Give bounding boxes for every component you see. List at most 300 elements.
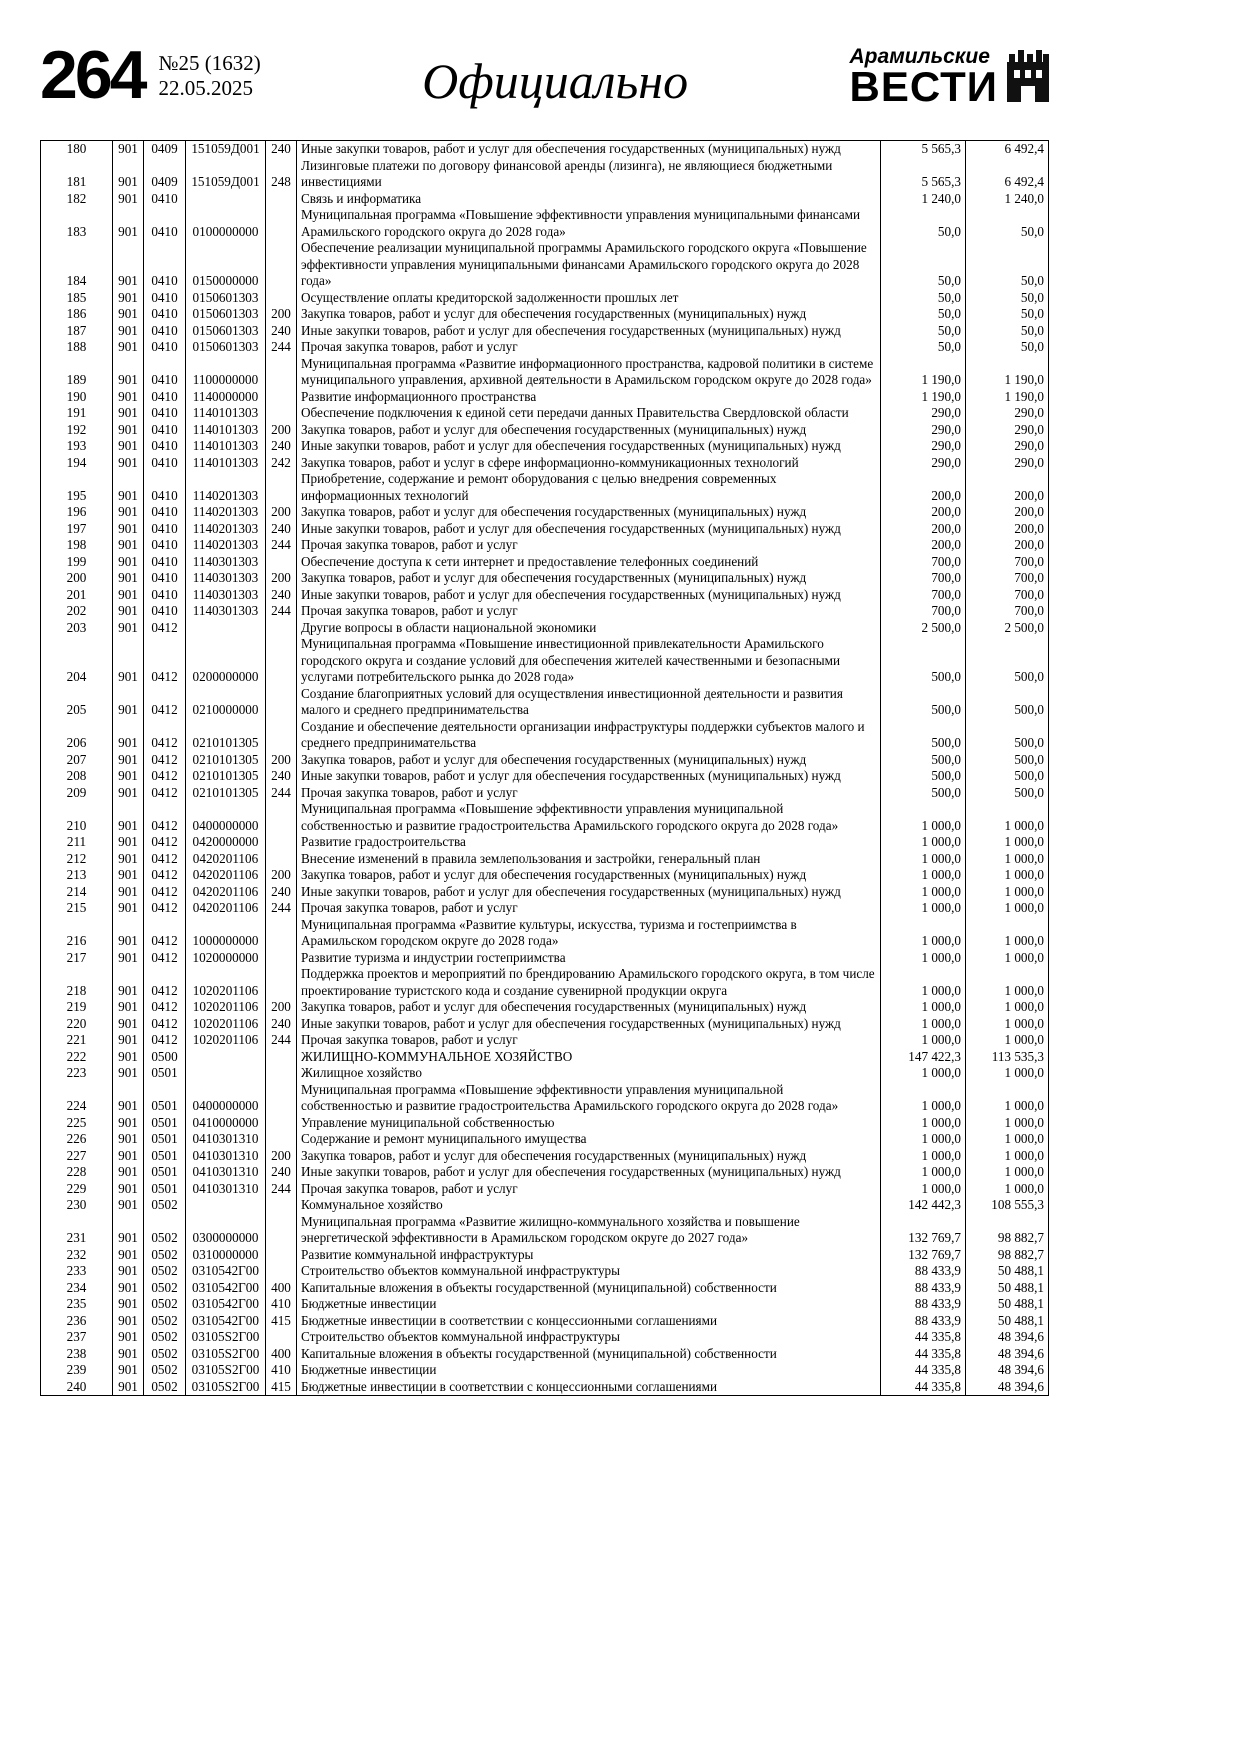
amount-col2-cell: 1 000,0 <box>966 1131 1049 1148</box>
name-cell: Обеспечение подключения к единой сети передачи данных Правительства Свердловской области <box>297 405 881 422</box>
expense-type-cell <box>266 686 297 719</box>
table-row <box>41 1148 1049 1165</box>
table-row <box>41 554 1049 571</box>
amount-col1-cell: 1 000,0 <box>881 1082 966 1115</box>
table-row <box>41 1082 1049 1115</box>
expense-type-cell: 415 <box>266 1379 297 1396</box>
expense-type-cell: 200 <box>266 999 297 1016</box>
row-number-cell: 199 <box>41 554 113 571</box>
table-row <box>41 455 1049 472</box>
amount-col1-cell: 1 000,0 <box>881 950 966 967</box>
table-row <box>41 950 1049 967</box>
expense-type-cell: 200 <box>266 422 297 439</box>
amount-col2-cell: 700,0 <box>966 603 1049 620</box>
name-cell: Другие вопросы в области национальной экономики <box>297 620 881 637</box>
name-cell: ЖИЛИЩНО-КОММУНАЛЬНОЕ ХОЗЯЙСТВО <box>297 1049 881 1066</box>
amount-col2-cell: 700,0 <box>966 554 1049 571</box>
amount-col2-cell: 50 488,1 <box>966 1296 1049 1313</box>
row-number-cell: 239 <box>41 1362 113 1379</box>
table-row <box>41 1131 1049 1148</box>
section-code-cell: 0502 <box>144 1313 186 1330</box>
section-code-cell: 0410 <box>144 537 186 554</box>
row-number-cell: 218 <box>41 966 113 999</box>
amount-col1-cell: 50,0 <box>881 306 966 323</box>
table-row <box>41 1065 1049 1082</box>
expense-type-cell: 200 <box>266 504 297 521</box>
amount-col2-cell: 1 000,0 <box>966 999 1049 1016</box>
row-number-cell: 230 <box>41 1197 113 1214</box>
amount-col1-cell: 1 000,0 <box>881 1181 966 1198</box>
target-article-cell: 0150601303 <box>186 323 266 340</box>
amount-col1-cell: 200,0 <box>881 504 966 521</box>
name-cell: Муниципальная программа «Повышение инвестиционной привлекательности Арамильского городского округа и создание условий для обеспечения жителей качественными и безопасными услугами потребительского рынка до 2028 года» <box>297 636 881 686</box>
adm-code-cell: 901 <box>113 851 144 868</box>
adm-code-cell: 901 <box>113 603 144 620</box>
row-number-cell: 216 <box>41 917 113 950</box>
table-row <box>41 290 1049 307</box>
table-row <box>41 158 1049 191</box>
table-row <box>41 356 1049 389</box>
adm-code-cell: 901 <box>113 537 144 554</box>
adm-code-cell: 901 <box>113 1214 144 1247</box>
name-cell: Прочая закупка товаров, работ и услуг <box>297 537 881 554</box>
amount-col2-cell: 1 000,0 <box>966 1115 1049 1132</box>
row-number-cell: 235 <box>41 1296 113 1313</box>
amount-col1-cell: 1 000,0 <box>881 917 966 950</box>
expense-type-cell: 240 <box>266 323 297 340</box>
amount-col2-cell: 108 555,3 <box>966 1197 1049 1214</box>
adm-code-cell: 901 <box>113 950 144 967</box>
expense-type-cell <box>266 950 297 967</box>
adm-code-cell: 901 <box>113 1148 144 1165</box>
row-number-cell: 182 <box>41 191 113 208</box>
name-cell: Коммунальное хозяйство <box>297 1197 881 1214</box>
section-code-cell: 0412 <box>144 752 186 769</box>
row-number-cell: 184 <box>41 240 113 290</box>
amount-col2-cell: 50,0 <box>966 240 1049 290</box>
amount-col2-cell: 98 882,7 <box>966 1214 1049 1247</box>
table-row <box>41 141 1049 158</box>
target-article-cell: 0210000000 <box>186 686 266 719</box>
name-cell: Муниципальная программа «Повышение эффективности управления муниципальными финансами Арамильского городского округа до 2028 года» <box>297 207 881 240</box>
name-cell: Закупка товаров, работ и услуг для обеспечения государственных (муниципальных) нужд <box>297 306 881 323</box>
target-article-cell: 1140301303 <box>186 587 266 604</box>
row-number-cell: 228 <box>41 1164 113 1181</box>
section-code-cell: 0410 <box>144 603 186 620</box>
issue-date: 22.05.2025 <box>158 75 253 100</box>
row-number-cell: 237 <box>41 1329 113 1346</box>
section-code-cell: 0501 <box>144 1148 186 1165</box>
expense-type-cell <box>266 290 297 307</box>
row-number-cell: 198 <box>41 537 113 554</box>
name-cell: Бюджетные инвестиции <box>297 1362 881 1379</box>
amount-col1-cell: 1 000,0 <box>881 1115 966 1132</box>
section-code-cell: 0412 <box>144 851 186 868</box>
section-code-cell: 0502 <box>144 1296 186 1313</box>
amount-col2-cell: 2 500,0 <box>966 620 1049 637</box>
name-cell: Муниципальная программа «Развитие жилищно-коммунального хозяйства и повышение энергетической эффективности в Арамильском городском округе до 2027 года» <box>297 1214 881 1247</box>
table-row <box>41 620 1049 637</box>
expense-type-cell: 415 <box>266 1313 297 1330</box>
row-number-cell: 215 <box>41 900 113 917</box>
amount-col2-cell: 700,0 <box>966 587 1049 604</box>
amount-col2-cell: 1 000,0 <box>966 950 1049 967</box>
row-number-cell: 209 <box>41 785 113 802</box>
adm-code-cell: 901 <box>113 1263 144 1280</box>
table-row <box>41 719 1049 752</box>
amount-col2-cell: 200,0 <box>966 471 1049 504</box>
budget-table-body <box>41 141 1049 1396</box>
target-article-cell: 0310542Г00 <box>186 1313 266 1330</box>
amount-col2-cell: 48 394,6 <box>966 1346 1049 1363</box>
amount-col1-cell: 1 000,0 <box>881 834 966 851</box>
expense-type-cell <box>266 1082 297 1115</box>
section-code-cell: 0410 <box>144 207 186 240</box>
section-code-cell: 0410 <box>144 240 186 290</box>
expense-type-cell: 240 <box>266 884 297 901</box>
row-number-cell: 226 <box>41 1131 113 1148</box>
expense-type-cell: 200 <box>266 867 297 884</box>
name-cell: Муниципальная программа «Развитие культуры, искусства, туризма и гостеприимства в Арамильском городском округе до 2028 года» <box>297 917 881 950</box>
table-row <box>41 752 1049 769</box>
adm-code-cell: 901 <box>113 422 144 439</box>
table-row <box>41 240 1049 290</box>
name-cell: Прочая закупка товаров, работ и услуг <box>297 785 881 802</box>
table-row <box>41 636 1049 686</box>
amount-col1-cell: 500,0 <box>881 686 966 719</box>
expense-type-cell: 410 <box>266 1362 297 1379</box>
section-title: Официально <box>422 53 689 109</box>
adm-code-cell: 901 <box>113 752 144 769</box>
table-row <box>41 471 1049 504</box>
expense-type-cell <box>266 917 297 950</box>
amount-col2-cell: 1 240,0 <box>966 191 1049 208</box>
table-row <box>41 603 1049 620</box>
section-code-cell: 0410 <box>144 521 186 538</box>
adm-code-cell: 901 <box>113 1313 144 1330</box>
target-article-cell: 0310000000 <box>186 1247 266 1264</box>
adm-code-cell: 901 <box>113 438 144 455</box>
name-cell: Иные закупки товаров, работ и услуг для обеспечения государственных (муниципальных) нужд <box>297 884 881 901</box>
adm-code-cell: 901 <box>113 471 144 504</box>
amount-col2-cell: 200,0 <box>966 504 1049 521</box>
target-article-cell: 0420201106 <box>186 851 266 868</box>
adm-code-cell: 901 <box>113 999 144 1016</box>
name-cell: Закупка товаров, работ и услуг для обеспечения государственных (муниципальных) нужд <box>297 422 881 439</box>
table-row <box>41 389 1049 406</box>
row-number-cell: 188 <box>41 339 113 356</box>
name-cell: Бюджетные инвестиции в соответствии с концессионными соглашениями <box>297 1379 881 1396</box>
table-row <box>41 323 1049 340</box>
amount-col1-cell: 44 335,8 <box>881 1346 966 1363</box>
amount-col2-cell: 500,0 <box>966 785 1049 802</box>
expense-type-cell <box>266 405 297 422</box>
section-code-cell: 0502 <box>144 1346 186 1363</box>
brand-name-bottom: ВЕСТИ <box>849 63 998 110</box>
expense-type-cell <box>266 801 297 834</box>
expense-type-cell: 200 <box>266 752 297 769</box>
adm-code-cell: 901 <box>113 801 144 834</box>
section-code-cell: 0502 <box>144 1263 186 1280</box>
target-article-cell: 1140101303 <box>186 422 266 439</box>
row-number-cell: 236 <box>41 1313 113 1330</box>
expense-type-cell <box>266 356 297 389</box>
section-code-cell: 0412 <box>144 636 186 686</box>
amount-col2-cell: 1 000,0 <box>966 966 1049 999</box>
section-code-cell: 0410 <box>144 405 186 422</box>
row-number-cell: 213 <box>41 867 113 884</box>
row-number-cell: 194 <box>41 455 113 472</box>
expense-type-cell: 240 <box>266 1164 297 1181</box>
page-number: 264 <box>40 37 145 113</box>
amount-col1-cell: 132 769,7 <box>881 1247 966 1264</box>
amount-col2-cell: 50 488,1 <box>966 1280 1049 1297</box>
adm-code-cell: 901 <box>113 620 144 637</box>
amount-col1-cell: 5 565,3 <box>881 141 966 158</box>
name-cell: Закупка товаров, работ и услуг для обеспечения государственных (муниципальных) нужд <box>297 504 881 521</box>
name-cell: Создание и обеспечение деятельности организации инфраструктуры поддержки субъектов малого и среднего предпринимательства <box>297 719 881 752</box>
section-code-cell: 0410 <box>144 422 186 439</box>
section-code-cell: 0501 <box>144 1131 186 1148</box>
table-row <box>41 339 1049 356</box>
section-code-cell: 0501 <box>144 1115 186 1132</box>
section-code-cell: 0500 <box>144 1049 186 1066</box>
amount-col2-cell: 1 000,0 <box>966 1164 1049 1181</box>
name-cell: Содержание и ремонт муниципального имущества <box>297 1131 881 1148</box>
adm-code-cell: 901 <box>113 1296 144 1313</box>
table-row <box>41 900 1049 917</box>
row-number-cell: 204 <box>41 636 113 686</box>
row-number-cell: 203 <box>41 620 113 637</box>
adm-code-cell: 901 <box>113 207 144 240</box>
expense-type-cell <box>266 389 297 406</box>
expense-type-cell <box>266 1131 297 1148</box>
expense-type-cell: 240 <box>266 438 297 455</box>
name-cell: Закупка товаров, работ и услуг для обеспечения государственных (муниципальных) нужд <box>297 752 881 769</box>
amount-col1-cell: 44 335,8 <box>881 1379 966 1396</box>
adm-code-cell: 901 <box>113 1379 144 1396</box>
amount-col1-cell: 132 769,7 <box>881 1214 966 1247</box>
adm-code-cell: 901 <box>113 1197 144 1214</box>
adm-code-cell: 901 <box>113 1049 144 1066</box>
row-number-cell: 197 <box>41 521 113 538</box>
adm-code-cell: 901 <box>113 1032 144 1049</box>
table-row <box>41 570 1049 587</box>
name-cell: Иные закупки товаров, работ и услуг для обеспечения государственных (муниципальных) нужд <box>297 1164 881 1181</box>
expense-type-cell: 244 <box>266 339 297 356</box>
amount-col1-cell: 50,0 <box>881 207 966 240</box>
target-article-cell: 1140201303 <box>186 521 266 538</box>
adm-code-cell: 901 <box>113 191 144 208</box>
expense-type-cell <box>266 1049 297 1066</box>
target-article-cell <box>186 1065 266 1082</box>
amount-col2-cell: 1 000,0 <box>966 867 1049 884</box>
row-number-cell: 207 <box>41 752 113 769</box>
expense-type-cell <box>266 207 297 240</box>
section-code-cell: 0502 <box>144 1197 186 1214</box>
row-number-cell: 181 <box>41 158 113 191</box>
expense-type-cell: 244 <box>266 1032 297 1049</box>
section-code-cell: 0412 <box>144 620 186 637</box>
row-number-cell: 234 <box>41 1280 113 1297</box>
row-number-cell: 187 <box>41 323 113 340</box>
name-cell: Муниципальная программа «Повышение эффективности управления муниципальной собственностью и развитие градостроительства Арамильского городского округа до 2028 года» <box>297 801 881 834</box>
amount-col2-cell: 500,0 <box>966 752 1049 769</box>
expense-type-cell: 200 <box>266 570 297 587</box>
target-article-cell: 0210101305 <box>186 719 266 752</box>
adm-code-cell: 901 <box>113 719 144 752</box>
expense-type-cell: 244 <box>266 785 297 802</box>
table-row <box>41 917 1049 950</box>
expense-type-cell: 400 <box>266 1346 297 1363</box>
amount-col1-cell: 88 433,9 <box>881 1280 966 1297</box>
expense-type-cell: 400 <box>266 1280 297 1297</box>
target-article-cell: 1140101303 <box>186 405 266 422</box>
amount-col2-cell: 48 394,6 <box>966 1329 1049 1346</box>
adm-code-cell: 901 <box>113 884 144 901</box>
row-number-cell: 221 <box>41 1032 113 1049</box>
amount-col1-cell: 1 000,0 <box>881 900 966 917</box>
table-row <box>41 768 1049 785</box>
target-article-cell: 0410301310 <box>186 1148 266 1165</box>
amount-col1-cell: 290,0 <box>881 438 966 455</box>
expense-type-cell: 244 <box>266 900 297 917</box>
table-row <box>41 966 1049 999</box>
name-cell: Бюджетные инвестиции <box>297 1296 881 1313</box>
target-article-cell: 0100000000 <box>186 207 266 240</box>
name-cell: Иные закупки товаров, работ и услуг для обеспечения государственных (муниципальных) нужд <box>297 438 881 455</box>
row-number-cell: 220 <box>41 1016 113 1033</box>
adm-code-cell: 901 <box>113 141 144 158</box>
amount-col2-cell: 1 000,0 <box>966 900 1049 917</box>
name-cell: Жилищное хозяйство <box>297 1065 881 1082</box>
amount-col2-cell: 1 000,0 <box>966 1148 1049 1165</box>
adm-code-cell: 901 <box>113 917 144 950</box>
target-article-cell: 0150601303 <box>186 339 266 356</box>
adm-code-cell: 901 <box>113 521 144 538</box>
section-code-cell: 0410 <box>144 290 186 307</box>
amount-col1-cell: 700,0 <box>881 554 966 571</box>
table-row <box>41 884 1049 901</box>
adm-code-cell: 901 <box>113 240 144 290</box>
target-article-cell: 0420201106 <box>186 867 266 884</box>
amount-col1-cell: 1 000,0 <box>881 966 966 999</box>
name-cell: Поддержка проектов и мероприятий по брендированию Арамильского городского округа, в том числе проектирование туристского кода и создание сувенирной продукции округа <box>297 966 881 999</box>
table-row <box>41 1247 1049 1264</box>
name-cell: Осуществление оплаты кредиторской задолженности прошлых лет <box>297 290 881 307</box>
adm-code-cell: 901 <box>113 587 144 604</box>
table-row <box>41 537 1049 554</box>
amount-col2-cell: 50,0 <box>966 290 1049 307</box>
section-code-cell: 0410 <box>144 356 186 389</box>
name-cell: Закупка товаров, работ и услуг для обеспечения государственных (муниципальных) нужд <box>297 867 881 884</box>
row-number-cell: 219 <box>41 999 113 1016</box>
target-article-cell: 0150601303 <box>186 306 266 323</box>
adm-code-cell: 901 <box>113 389 144 406</box>
table-row <box>41 999 1049 1016</box>
name-cell: Обеспечение реализации муниципальной программы Арамильского городского округа «Повышение эффективности управления муниципальными финансами Арамильского городского округа до 2028 года» <box>297 240 881 290</box>
name-cell: Строительство объектов коммунальной инфраструктуры <box>297 1329 881 1346</box>
amount-col1-cell: 88 433,9 <box>881 1296 966 1313</box>
row-number-cell: 225 <box>41 1115 113 1132</box>
amount-col1-cell: 50,0 <box>881 240 966 290</box>
target-article-cell: 1020201106 <box>186 999 266 1016</box>
amount-col2-cell: 1 000,0 <box>966 851 1049 868</box>
amount-col2-cell: 1 000,0 <box>966 1032 1049 1049</box>
section-code-cell: 0502 <box>144 1362 186 1379</box>
name-cell: Муниципальная программа «Развитие информационного пространства, кадровой политики в системе муниципального управления, архивной деятельности в Арамильском городском округе до 2028 года» <box>297 356 881 389</box>
name-cell: Развитие коммунальной инфраструктуры <box>297 1247 881 1264</box>
target-article-cell: 1020000000 <box>186 950 266 967</box>
adm-code-cell: 901 <box>113 900 144 917</box>
amount-col1-cell: 200,0 <box>881 471 966 504</box>
amount-col2-cell: 700,0 <box>966 570 1049 587</box>
row-number-cell: 202 <box>41 603 113 620</box>
name-cell: Иные закупки товаров, работ и услуг для обеспечения государственных (муниципальных) нужд <box>297 768 881 785</box>
amount-col2-cell: 50,0 <box>966 339 1049 356</box>
section-code-cell: 0410 <box>144 570 186 587</box>
target-article-cell: 0420000000 <box>186 834 266 851</box>
amount-col2-cell: 50,0 <box>966 207 1049 240</box>
amount-col2-cell: 6 492,4 <box>966 141 1049 158</box>
name-cell: Внесение изменений в правила землепользования и застройки, генеральный план <box>297 851 881 868</box>
amount-col1-cell: 1 000,0 <box>881 1065 966 1082</box>
target-article-cell <box>186 620 266 637</box>
target-article-cell: 0410301310 <box>186 1181 266 1198</box>
target-article-cell: 0420201106 <box>186 884 266 901</box>
table-row <box>41 1280 1049 1297</box>
amount-col2-cell: 290,0 <box>966 438 1049 455</box>
table-row <box>41 1181 1049 1198</box>
budget-table <box>40 140 1049 1396</box>
target-article-cell: 1020201106 <box>186 1016 266 1033</box>
table-row <box>41 1346 1049 1363</box>
amount-col2-cell: 1 000,0 <box>966 917 1049 950</box>
amount-col1-cell: 200,0 <box>881 521 966 538</box>
target-article-cell: 1140101303 <box>186 438 266 455</box>
amount-col1-cell: 1 000,0 <box>881 1148 966 1165</box>
amount-col1-cell: 500,0 <box>881 785 966 802</box>
amount-col1-cell: 1 000,0 <box>881 801 966 834</box>
amount-col1-cell: 1 000,0 <box>881 1032 966 1049</box>
amount-col2-cell: 1 000,0 <box>966 1016 1049 1033</box>
target-article-cell: 0400000000 <box>186 1082 266 1115</box>
row-number-cell: 191 <box>41 405 113 422</box>
section-code-cell: 0412 <box>144 801 186 834</box>
name-cell: Закупка товаров, работ и услуг в сфере информационно-коммуникационных технологий <box>297 455 881 472</box>
name-cell: Закупка товаров, работ и услуг для обеспечения государственных (муниципальных) нужд <box>297 570 881 587</box>
name-cell: Управление муниципальной собственностью <box>297 1115 881 1132</box>
amount-col2-cell: 500,0 <box>966 768 1049 785</box>
name-cell: Муниципальная программа «Повышение эффективности управления муниципальной собственностью и развитие градостроительства Арамильского городского округа до 2028 года» <box>297 1082 881 1115</box>
expense-type-cell: 410 <box>266 1296 297 1313</box>
target-article-cell: 0150000000 <box>186 240 266 290</box>
amount-col1-cell: 290,0 <box>881 405 966 422</box>
row-number-cell: 222 <box>41 1049 113 1066</box>
name-cell: Лизинговые платежи по договору финансовой аренды (лизинга), не являющиеся бюджетными инвестициями <box>297 158 881 191</box>
adm-code-cell: 901 <box>113 1115 144 1132</box>
name-cell: Капитальные вложения в объекты государственной (муниципальной) собственности <box>297 1346 881 1363</box>
amount-col1-cell: 700,0 <box>881 603 966 620</box>
target-article-cell: 0210101305 <box>186 785 266 802</box>
row-number-cell: 196 <box>41 504 113 521</box>
section-code-cell: 0412 <box>144 834 186 851</box>
amount-col2-cell: 50 488,1 <box>966 1313 1049 1330</box>
amount-col1-cell: 290,0 <box>881 455 966 472</box>
section-code-cell: 0501 <box>144 1065 186 1082</box>
section-code-cell: 0409 <box>144 141 186 158</box>
target-article-cell: 0210101305 <box>186 768 266 785</box>
